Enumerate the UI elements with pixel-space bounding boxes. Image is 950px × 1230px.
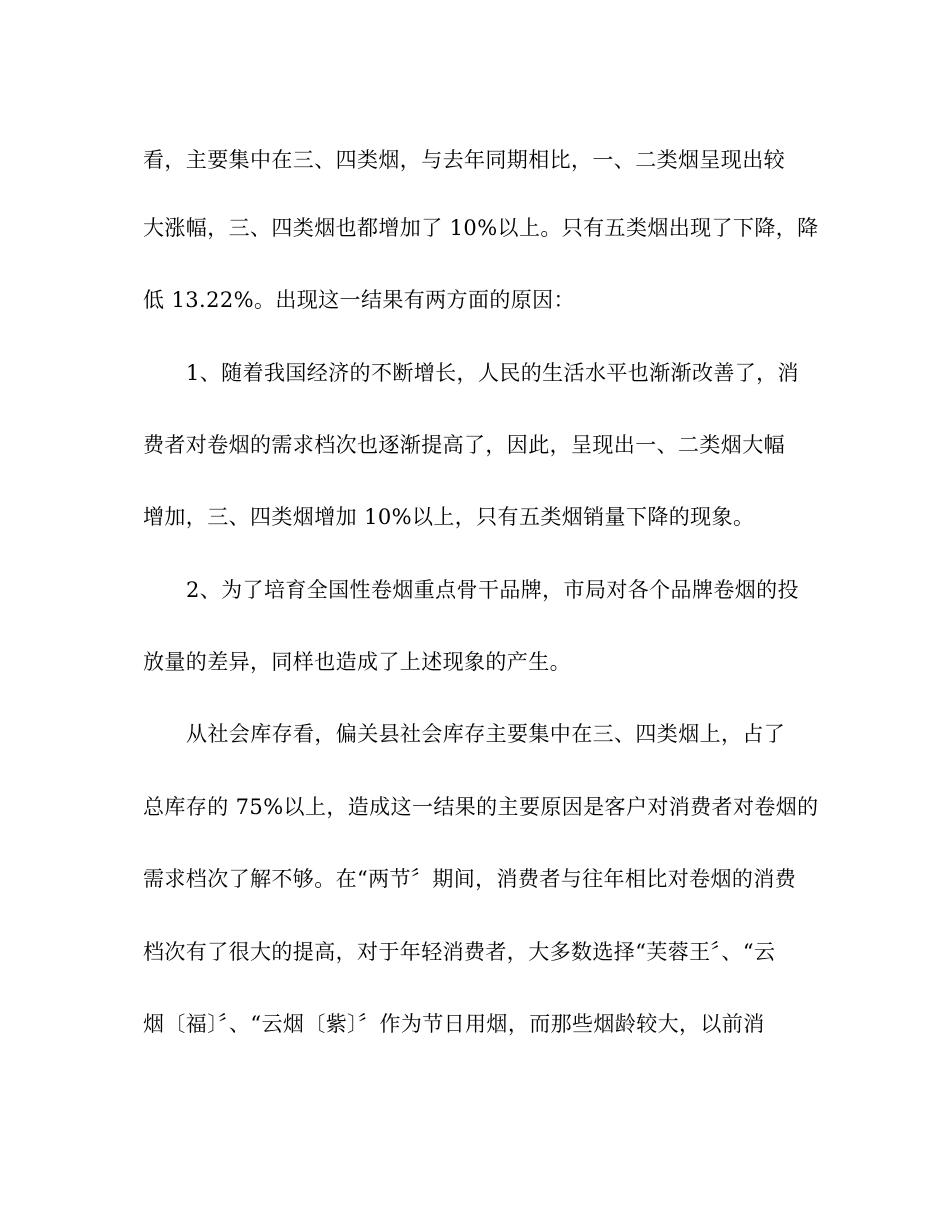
text-line: 放量的差异，同样也造成了上述现象的产生。 <box>143 650 571 674</box>
text-line: 档次有了很大的提高，对于年轻消费者，大多数选择“芙蓉王〞、“云 <box>143 940 776 964</box>
text-line: 烟〔福〕〞、“云烟〔紫〕〞作为节日用烟，而那些烟龄较大，以前消 <box>143 1012 765 1036</box>
text-line: 费者对卷烟的需求档次也逐渐提高了，因此，呈现出一、二类烟大幅 <box>143 433 785 457</box>
text-line: 低 13.22%。出现这一结果有两方面的原因： <box>143 288 575 312</box>
text-line: 2、为了培育全国性卷烟重点骨干品牌，市局对各个品牌卷烟的投 <box>186 578 799 602</box>
text-line: 大涨幅，三、四类烟也都增加了 10%以上。只有五类烟出现了下降，降 <box>143 216 819 240</box>
text-line: 看，主要集中在三、四类烟，与去年同期相比，一、二类烟呈现出较 <box>143 148 785 172</box>
text-line: 从社会库存看，偏关县社会库存主要集中在三、四类烟上，占了 <box>186 722 786 746</box>
text-line: 增加，三、四类烟增加 10%以上，只有五类烟销量下降的现象。 <box>143 505 755 529</box>
text-line: 需求档次了解不够。在“两节〞期间，消费者与往年相比对卷烟的消费 <box>143 867 797 891</box>
text-line: 总库存的 75%以上，造成这一结果的主要原因是客户对消费者对卷烟的 <box>143 795 819 819</box>
text-line: 1、随着我国经济的不断增长，人民的生活水平也渐渐改善了，消 <box>186 361 799 385</box>
